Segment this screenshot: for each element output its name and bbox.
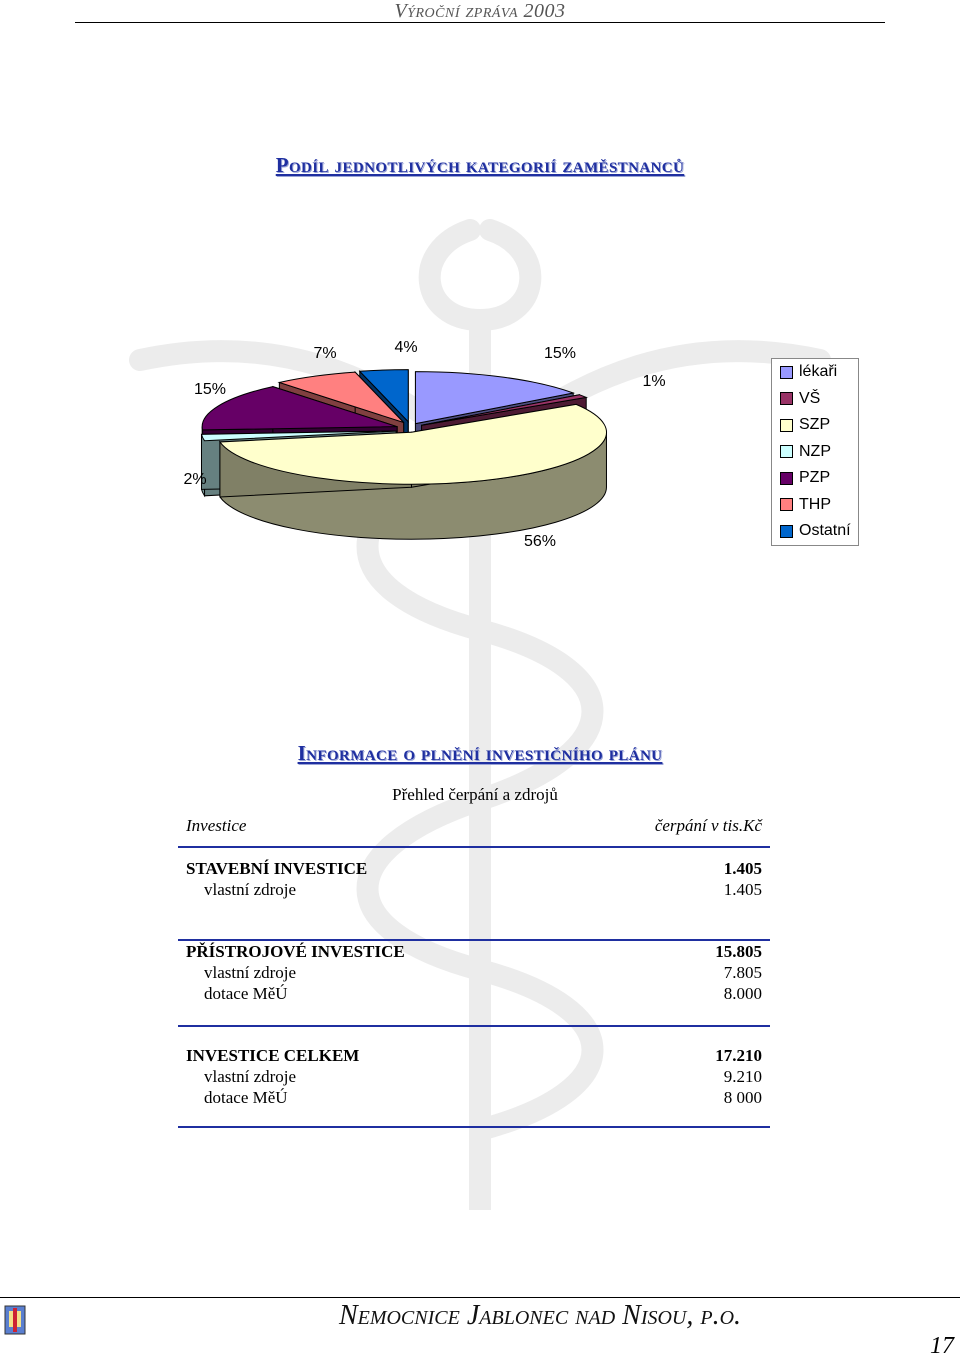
- group-label: INVESTICE CELKEM: [186, 1045, 359, 1066]
- legend-item: [772, 492, 858, 519]
- group-value: 15.805: [715, 941, 762, 962]
- legend-label: Ostatní: [799, 522, 851, 540]
- chart-legend: [771, 358, 859, 546]
- legend-label: SZP: [799, 416, 830, 434]
- table-rule: [178, 1126, 770, 1128]
- legend-swatch: [780, 366, 793, 379]
- legend-item: [772, 359, 858, 386]
- table-subtitle: Přehled čerpání a zdrojů: [180, 785, 770, 805]
- table-row: [180, 1045, 770, 1066]
- row-label: vlastní zdroje: [204, 879, 296, 900]
- pie-label-SZP: 56%: [524, 533, 556, 550]
- legend-label: lékaři: [799, 363, 837, 381]
- legend-swatch: [780, 472, 793, 485]
- pie-label-NZP: 2%: [183, 471, 206, 488]
- table-header: [180, 816, 770, 838]
- employee-pie-chart: [170, 330, 690, 580]
- group-label: PŘÍSTROJOVÉ INVESTICE: [186, 941, 405, 962]
- column-investice: Investice: [186, 816, 246, 836]
- footer-rule: [0, 1297, 960, 1298]
- row-label: dotace MěÚ: [204, 1087, 288, 1108]
- legend-item: [772, 465, 858, 492]
- table-row: [180, 983, 770, 1004]
- section-title-investments: Informace o plnění investičního plánu: [0, 741, 960, 766]
- section-title-employees: Podíl jednotlivých kategorií zaměstnanců: [0, 153, 960, 178]
- group-celkem: [180, 1045, 770, 1108]
- pie-label-lékaři: 15%: [544, 345, 576, 362]
- row-value: 9.210: [724, 1066, 762, 1087]
- legend-item: [772, 386, 858, 413]
- header-title: Výroční zpráva 2003: [0, 0, 960, 23]
- legend-item: [772, 518, 858, 545]
- table-row: [180, 1066, 770, 1087]
- row-label: dotace MěÚ: [204, 983, 288, 1004]
- legend-swatch: [780, 392, 793, 405]
- legend-label: NZP: [799, 443, 831, 461]
- table-row: [180, 1087, 770, 1108]
- table-row: [180, 879, 770, 900]
- group-pristrojove: [180, 941, 770, 1004]
- legend-swatch: [780, 445, 793, 458]
- row-label: vlastní zdroje: [204, 1066, 296, 1087]
- page-number: 17: [930, 1333, 954, 1360]
- pie-label-THP: 7%: [313, 345, 336, 362]
- pie-label-PZP: 15%: [194, 381, 226, 398]
- pie-label-VŠ: 1%: [642, 373, 665, 390]
- pie-label-Ostatní: 4%: [394, 339, 417, 356]
- legend-item: [772, 412, 858, 439]
- row-value: 1.405: [724, 879, 762, 900]
- group-stavebni: [180, 858, 770, 900]
- footer-title: Nemocnice Jablonec nad Nisou, p.o.: [0, 1300, 960, 1332]
- legend-label: PZP: [799, 469, 830, 487]
- legend-item: [772, 439, 858, 466]
- table-rule: [178, 846, 770, 848]
- group-value: 17.210: [715, 1045, 762, 1066]
- group-label: STAVEBNÍ INVESTICE: [186, 858, 367, 879]
- table-row: [180, 962, 770, 983]
- legend-label: THP: [799, 496, 831, 514]
- row-value: 8 000: [724, 1087, 762, 1108]
- legend-swatch: [780, 419, 793, 432]
- row-value: 8.000: [724, 983, 762, 1004]
- row-label: vlastní zdroje: [204, 962, 296, 983]
- table-row: [180, 941, 770, 962]
- legend-label: VŠ: [799, 390, 820, 408]
- column-cerpani: čerpání v tis.Kč: [655, 816, 762, 836]
- row-value: 7.805: [724, 962, 762, 983]
- legend-swatch: [780, 525, 793, 538]
- group-value: 1.405: [724, 858, 762, 879]
- table-row: [180, 858, 770, 879]
- table-rule: [178, 1025, 770, 1027]
- legend-swatch: [780, 498, 793, 511]
